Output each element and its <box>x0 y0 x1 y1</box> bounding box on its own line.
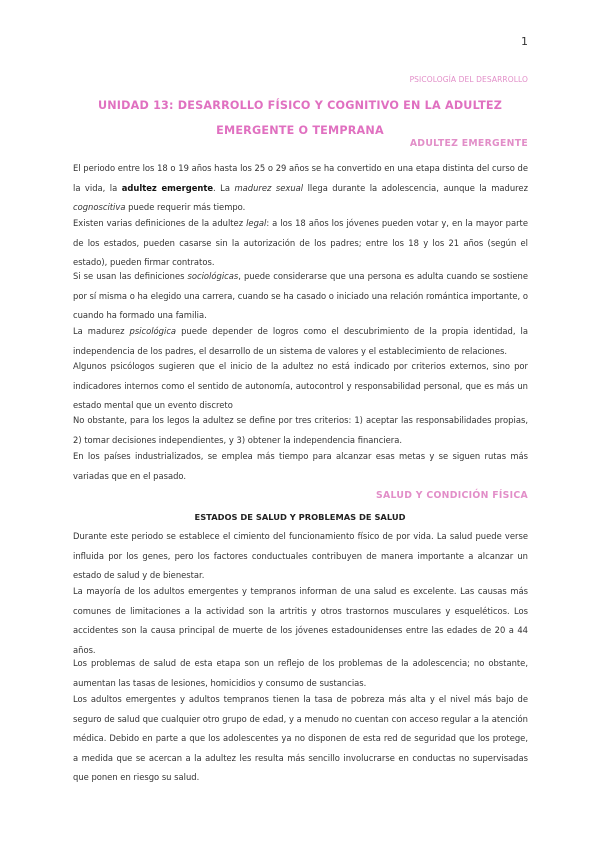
unit-title-line-2: EMERGENTE O TEMPRANA <box>216 124 384 137</box>
paragraph-paises-industrializados: En los países industrializados, se emplea más tiempo para alcanzar esas metas y se siguen rutas más variadas que en el pasado. <box>73 451 528 481</box>
section-heading-adultez-emergente: ADULTEZ EMERGENTE <box>409 138 528 149</box>
paragraph-adultez-emergente-intro: El periodo entre los 18 o 19 años hasta los 25 o 29 años se ha convertido en una etapa distinta del curso de la vida, la adultez emergente. La madurez sexual llega durante la adolescencia, aunque la madurez cognoscitiva puede requerir más tiempo. <box>73 163 528 212</box>
section-heading-salud: SALUD Y CONDICIÓN FÍSICA <box>375 490 528 501</box>
unit-title-line-1: UNIDAD 13: DESARROLLO FÍSICO Y COGNITIVO EN LA ADULTEZ <box>97 99 503 112</box>
paragraph-salud-excelente: La mayoría de los adultos emergentes y tempranos informan de una salud es excelente. Las causas más comunes de limitaciones a la actividad son la artritis y otros trastornos musculares y esqueléticos. Los accidentes son la causa principal de muerte de los jóvenes estadounidenses entre las edades de 20 a 44 años. <box>73 586 528 655</box>
course-header: PSICOLOGÍA DEL DESARROLLO <box>409 75 528 84</box>
paragraph-tasa-de-pobreza: Los adultos emergentes y adultos tempranos tienen la tasa de pobreza más alta y el nivel más bajo de seguro de salud que cualquier otro grupo de edad, y a menudo no cuentan con acceso regular a la atención médica. Debido en parte a que los adolescentes ya no disponen de esta red de seguridad que los protege, a medida que se acercan a la adultez les resulta más sencillo involucrarse en conductas no supervisadas que ponen en riesgo su salud. <box>73 694 528 782</box>
unit-title <box>60 93 540 143</box>
paragraph-definiciones-sociologicas: Si se usan las definiciones sociológicas, puede considerarse que una persona es adulta cuando se sostiene por sí misma o ha elegido una carrera, cuando se ha casado o iniciado una relación romántica importante, o cuando ha formado una familia. <box>73 271 528 320</box>
paragraph-madurez-psicologica: La madurez psicológica puede depender de logros como el descubrimiento de la propia identidad, la independencia de los padres, el desarrollo de un sistema de valores y el establecimiento de relaciones. <box>73 326 528 356</box>
paragraph-tres-criterios: No obstante, para los legos la adultez se define por tres criterios: 1) aceptar las responsabilidades propias, 2) tomar decisiones independientes, y 3) obtener la independencia financiera. <box>73 415 528 445</box>
paragraph-adultez-legal: Existen varias definiciones de la adultez legal: a los 18 años los jóvenes pueden votar y, en la mayor parte de los estados, pueden casarse sin la autorización de los padres; entre los 18 y los 21 años (según el estado), pueden firmar contratos. <box>73 218 528 267</box>
paragraph-criterios-internos: Algunos psicólogos sugieren que el inicio de la adultez no está indicado por criterios externos, sino por indicadores internos como el sentido de autonomía, autocontrol y responsabilidad personal, que es más un estado mental que un evento discreto <box>73 361 528 410</box>
page-number: 1 <box>521 35 528 48</box>
paragraph-cimiento-funcionamiento: Durante este periodo se establece el cimiento del funcionamiento físico de por vida. La salud puede verse influida por los genes, pero los factores conductuales contribuyen de manera importante a alcanzar un estado de salud y de bienestar. <box>73 531 528 580</box>
paragraph-problemas-de-salud: Los problemas de salud de esta etapa son un reflejo de los problemas de la adolescencia; no obstante, aumentan las tasas de lesiones, homicidios y consumo de sustancias. <box>73 658 528 688</box>
sub-heading-estados-de-salud: ESTADOS DE SALUD Y PROBLEMAS DE SALUD <box>194 512 406 522</box>
